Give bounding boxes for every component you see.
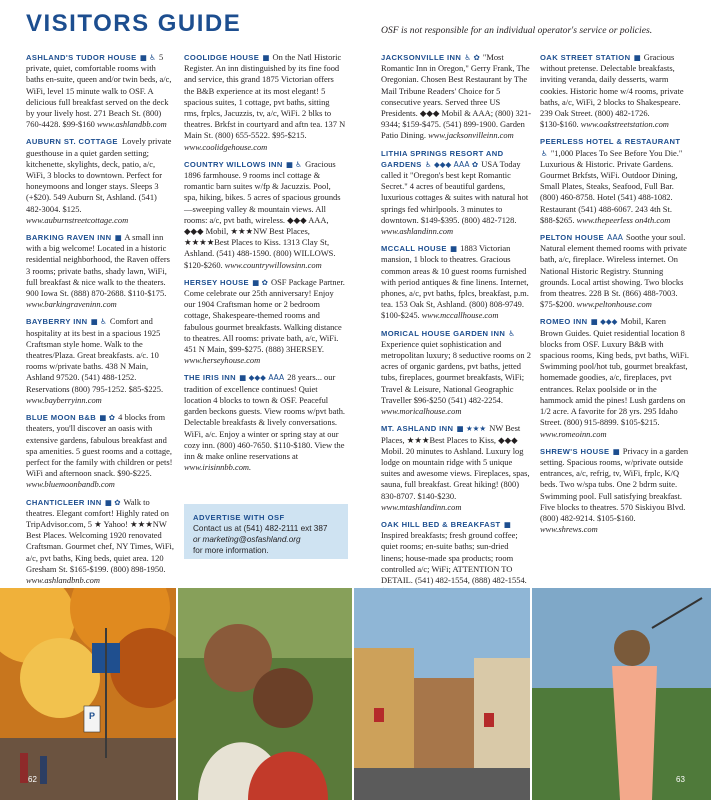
listing-entry bbox=[184, 52, 346, 153]
listing-url[interactable]: www.mccallhouse.com bbox=[421, 310, 499, 321]
amenity-icons: ■ ♿ bbox=[90, 317, 107, 327]
amenity-icons: ♿ bbox=[508, 328, 516, 338]
listing-url[interactable]: www.irisinnbb.com. bbox=[184, 462, 252, 473]
advertise-box bbox=[184, 504, 348, 559]
listing-url[interactable]: www.oakstreetstation.com bbox=[580, 119, 669, 130]
amenity-icons: ■ ✿ bbox=[99, 413, 116, 423]
listing-description: 1883 Victorian mansion, 1 block to theatres. Gracious common areas & 10 guest rooms furnished with period antiques & fine linens. Internet, phones, a/c, pvt baths, fplcs, breakfast, p.m. tea. 153 Oak St, Ashland. (800) 808-9749. $100-$245. bbox=[381, 243, 529, 321]
listing-url[interactable]: www.auburnstreetcottage.com bbox=[26, 214, 129, 225]
listing-description: Gracious without pretense. Delectable breakfasts, inviting veranda, daily desserts, warm cookies. Historic home w/4 rooms, private baths, a/c, WiFi, 2 blocks to Shakespeare. 239 Oak Street. (800) 482-1726. $130-$160. bbox=[540, 52, 684, 130]
listing-column-4 bbox=[540, 52, 690, 541]
listing-url[interactable]: www.barkingraveninn.com bbox=[26, 299, 117, 310]
listing-description: 4 blocks from theaters, you'll discover an oasis with extensive gardens, fabulous breakfast and spa amenities. 5 guest rooms and a cottage, perfect for the family with children or pets! WiFi and afternoon snack. $90-$225. bbox=[26, 412, 173, 479]
listing-entry bbox=[540, 52, 690, 130]
listing-name: ROMEO INN bbox=[540, 317, 588, 327]
listing-description: OSF Package Partner. Come celebrate our 25th anniversary! Enjoy our 1904 Craftsman home or 2 bedroom cottage, Shakespeare-themed rooms and fabulous gourmet breakfasts. Walking distance to theatres. All rooms: private bath, a/c, WiFi. 451 N Main, $99-$275. (888) 3HERSEY. bbox=[184, 276, 345, 355]
listing-description: NW Best Places, ★★★Best Places to Kiss, ◆◆◆ Mobil. 20 minutes to Ashland. Luxury log lodge on mountain ridge with 5 unique suites and awesome views. Fireplaces, spas, sauna, full breakfast. Great hiking! (800) 830-8707. $140-$230. bbox=[381, 423, 530, 501]
listing-entry bbox=[540, 232, 690, 310]
listing-entry bbox=[26, 136, 174, 226]
listing-name: MCCALL HOUSE bbox=[381, 244, 447, 254]
listing-name: OAK HILL BED & BREAKFAST bbox=[381, 519, 501, 529]
listing-entry bbox=[540, 446, 690, 536]
listing-name: ASHLAND'S TUDOR HOUSE bbox=[26, 53, 137, 62]
listing-column-1 bbox=[26, 52, 174, 592]
amenity-icons: AAA bbox=[607, 233, 623, 243]
listing-entry bbox=[26, 412, 174, 490]
listing-entry bbox=[540, 136, 690, 226]
listing-entry bbox=[26, 232, 174, 310]
amenity-icons: ■ bbox=[503, 519, 511, 529]
listing-name: THE IRIS INN bbox=[184, 373, 237, 383]
amenity-icons: ■ ◆◆◆ AAA bbox=[239, 373, 285, 383]
listing-name: MT. ASHLAND INN bbox=[381, 424, 454, 434]
listing-column-2 bbox=[184, 52, 346, 479]
listing-description: On the Natl Historic Register. An inn distinguished by its fine food and service, this grand 1875 Victorian offers the B&B experience at its most elegant! 5 spacious suites, 1 cottage, pvt baths, sitting rms, frplcs, Jacuzzis, tv, a/c, WiFi. 2 blks to theatres. Brkfst in courtyard and aftn tea. 137 N Main St. (800) 655-5522. $95-$215. bbox=[184, 52, 346, 141]
listing-description: Gracious 1896 farmhouse. 9 rooms incl cottage & romantic barn suites w/fp & Jacuzzis. Pool, spa, hiking, bikes. 5 acres of spacious grounds—sweeping valley & mountain views. All rooms: a/c, pvt bath, wireless. ◆◆◆ AAA, ◆◆◆ Mobil, ★★★NW Best Places, ★★★★Best Places to Kiss. 1313 Clay St, Ashland. (541) 488-1590. (800) WILLOWS. $120-$260. bbox=[184, 158, 341, 270]
listing-entry bbox=[26, 497, 174, 587]
listing-url[interactable]: www.ashlandbnb.com bbox=[26, 574, 100, 585]
amenity-icons: ■ ★★★ bbox=[456, 424, 487, 434]
listing-description: Mobil, Karen Brown Guides. Quiet residential location 8 blocks from OSF. Luxury B&B with spacious rooms, King beds, pvt baths, WiFi. Swimming pool/hot tub, gourmet breakfast, homemade goodies, a/c, fireplaces, pvt entrances. Relax poolside or in the hammock amid the pines! Lush gardens on 1/2 acre. A favorite for 28 yrs. 295 Idaho Street. (800) 915-8899. $105-$215. bbox=[540, 316, 690, 428]
page-number-right: 63 bbox=[676, 775, 685, 784]
listing-entry bbox=[184, 159, 346, 271]
listing-description: "Most Romantic Inn in Oregon," Gerry Frank, The Oregonian. Chosen Best Restaurant by The Mail Tribune Readers' Choice for 5 consecutive years. Served three US Presidents. ◆◆◆ Mobil & AAA; (800) 321-9344; $159-$475. (541) 899-1900. Garden Patio Dining. bbox=[381, 52, 532, 141]
listing-name: JACKSONVILLE INN bbox=[381, 53, 462, 62]
parking-sign: P bbox=[88, 711, 96, 721]
listing-name: AUBURN ST. COTTAGE bbox=[26, 137, 118, 147]
photo-golfer bbox=[532, 588, 711, 800]
listing-description: A small inn with a big welcome! Located in a historic residential neighborhood, the Raven offers 3 rooms; private baths, shady lawn, WiFi, full breakfast & nice walk to the theaters. 900 Iowa St. (888) 870-2688. $110-$175. bbox=[26, 232, 170, 299]
listing-name: COOLIDGE HOUSE bbox=[184, 53, 260, 62]
listing-description: Inspired breakfasts; fresh ground coffee; quiet rooms; en-suite baths; sun-dried linens; house-made spa products; room controlled a/c; WiFi; ATTENTION TO DETAIL. (541) 482-1554, (888) 482-1554. bbox=[381, 530, 527, 585]
amenity-icons: ♿ bbox=[541, 148, 548, 158]
listing-description: "1,000 Places To See Before You Die." Luxurious & Historic. Private Gardens. Gourmet Brkfsts, WiFi. Outdoor Dining, Small Plates, Steaks, Seafood, Full Bar. (800) 460-8758. Hotel (541) 488-1082. Restaurant (541) 488-6067. 243 4th St. $88-$265. bbox=[540, 147, 683, 225]
listing-name: BARKING RAVEN INN bbox=[26, 233, 112, 243]
listing-url[interactable]: www.jacksonvilleinn.com bbox=[428, 130, 514, 141]
listing-name: BLUE MOON B&B bbox=[26, 413, 97, 423]
listing-description: USA Today called it "Oregon's best kept Romantic Secret." 4 acres of beautiful gardens, luxurious cottages & suites with natural hot springs fed whirlpools. 3 minutes to downtown. $149-$395. (800) 482-7128. bbox=[381, 158, 529, 225]
listing-description: Lovely private guesthouse in a quiet garden setting; kitchenette, skylights, deck, patio, a/c, WiFi, 3 blocks to downtown. Perfect for honeymoons and longer stays. Sleeps 3 (+$20). 549 Auburn St, Ashland. (541) 482-3004. $125. bbox=[26, 136, 172, 214]
listing-entry bbox=[381, 243, 531, 321]
amenity-icons: ■ bbox=[449, 244, 458, 254]
listing-description: Walk to theatres. Elegant comfort! Highly rated on TripAdvisor.com, 5 ★ Yahoo! ★★★NW Best Places. Welcoming 1920 renovated Craftsman. Gourmet chef, NY Times, WiFi, a/c, pvt baths, King beds, quiet area. 120 Gresham St. $165-$199. (800) 898-1950. bbox=[26, 496, 175, 574]
amenity-icons: ■ ✿ bbox=[252, 277, 268, 287]
listing-description: Comfort and hospitality at its best in a spacious 1925 Craftsman style home. Walk to the theatres/Plaza. Great breakfasts. a/c. 10 rooms w/private baths. 438 N Main, Ashland 97520. (541) 488-1252. Reservations (800) 795-1252. $85-$225. bbox=[26, 316, 164, 394]
listing-entry bbox=[184, 277, 346, 367]
amenity-icons: ■ ♿ bbox=[139, 53, 156, 62]
amenity-icons: ♿ ◆◆◆ AAA ✿ bbox=[424, 159, 479, 169]
amenity-icons: ■ bbox=[262, 53, 270, 62]
listing-url[interactable]: www.mtashlandinn.com bbox=[381, 501, 462, 512]
listing-url[interactable]: www.herseyhouse.com bbox=[184, 355, 261, 366]
listing-url[interactable]: www.coolidgehouse.com bbox=[184, 141, 268, 152]
disclaimer: OSF is not responsible for an individual operator's service or policies. bbox=[381, 25, 653, 36]
amenity-icons: ■ bbox=[633, 53, 641, 62]
listing-entry bbox=[381, 148, 531, 238]
listing-url[interactable]: www.ashlandbb.com bbox=[97, 119, 167, 130]
listing-description: Soothe your soul. Natural element themed rooms with private bath, a/c, fireplace. Wireless internet. On National Historic Registry. Stunning grounds. Local artist showing. Two blocks from theatres. 228 B St. (866) 488-7003. $75-$200. bbox=[540, 232, 687, 310]
listing-name: SHREW'S HOUSE bbox=[540, 446, 610, 456]
listing-entry bbox=[381, 52, 531, 142]
listing-entry bbox=[540, 316, 690, 439]
page-number-left: 62 bbox=[28, 775, 37, 784]
listing-name: HERSEY HOUSE bbox=[184, 277, 250, 287]
listing-url[interactable]: www.countrywillowsinn.com bbox=[224, 259, 322, 270]
advertise-heading: ADVERTISE WITH OSF bbox=[193, 513, 285, 522]
listing-entry bbox=[381, 423, 531, 513]
listing-url[interactable]: www.ashlandinn.com bbox=[381, 226, 454, 237]
listing-name: OAK STREET STATION bbox=[540, 53, 631, 62]
photo-autumn-street bbox=[0, 588, 176, 800]
amenity-icons: ■ ✿ bbox=[104, 497, 121, 507]
listing-url[interactable]: www.romeoinn.com bbox=[540, 428, 607, 439]
listing-entry bbox=[381, 519, 531, 597]
photo-jacksonville-street bbox=[354, 588, 530, 800]
advertise-email[interactable]: or marketing@osfashland.org bbox=[193, 535, 301, 544]
listing-column-3 bbox=[381, 52, 531, 603]
listing-entry bbox=[26, 52, 174, 130]
listing-name: CHANTICLEER INN bbox=[26, 497, 102, 507]
amenity-icons: ■ bbox=[114, 233, 122, 243]
listing-entry bbox=[184, 372, 346, 473]
listing-entry bbox=[26, 316, 174, 406]
listing-name: COUNTRY WILLOWS INN bbox=[184, 159, 283, 169]
listing-description: 28 years... our tradition of excellence continues! Quiet location 4 blocks to town & OSF. Peaceful garden beckons guests. View rooms w/pvt bath. Delectable breakfasts & lively conversations. WiFi, a/c. Enjoy a winter or spring stay at our cozy inn. (800) 460-7650. $110-$180. View the inn & make online reservations at bbox=[184, 372, 346, 461]
listing-name: PELTON HOUSE bbox=[540, 233, 605, 243]
listing-url[interactable]: www.bayberryinn.com bbox=[26, 394, 102, 405]
listing-url[interactable]: www.thepeerless on4th.com bbox=[576, 214, 671, 225]
listing-description: 5 private, quiet, comfortable rooms with baths en-suite, queen and/or twin beds, a/c, WiFi, level 15 minute walk to OSF. A delicious full breakfast served on the deck by your lively host. 271 Beach St. (800) 760-4428. $99-$160 bbox=[26, 52, 172, 130]
advertise-more: for more information. bbox=[193, 546, 269, 555]
photo-couple-laughing bbox=[178, 588, 352, 800]
listing-name: BAYBERRY INN bbox=[26, 317, 88, 327]
listing-entry bbox=[381, 328, 531, 418]
listing-name: LITHIA SPRINGS RESORT AND GARDENS bbox=[381, 148, 504, 169]
listing-description: Privacy in a garden setting. Spacious rooms, w/private outside entrances, a/c, refrig, tv, WiFi, frplc, K/Q beds. Two w/spa tubs. One 2 bdrm suite. Swimming pool. Full satisfying breakfast. Five blocks to theatres. 570 Siskiyou Blvd. (800) 482-9214. $105-$160. bbox=[540, 445, 689, 523]
amenity-icons: ■ ◆◆◆ bbox=[590, 317, 618, 327]
listing-url[interactable]: www.shrews.com bbox=[540, 524, 598, 535]
listing-url[interactable]: www.bluemoonbandb.com bbox=[26, 479, 115, 490]
amenity-icons: ■ bbox=[612, 446, 620, 456]
listing-name: MORICAL HOUSE GARDEN INN bbox=[381, 328, 506, 338]
listing-url[interactable]: www.moricalhouse.com bbox=[381, 406, 462, 417]
listing-name: PEERLESS HOTEL & RESTAURANT bbox=[540, 137, 681, 147]
amenity-icons: ■ ♿ bbox=[285, 159, 303, 169]
page-title: VISITORS GUIDE bbox=[26, 10, 242, 37]
advertise-contact: Contact us at (541) 482-2111 ext 387 bbox=[193, 524, 328, 533]
amenity-icons: ♿ ✿ bbox=[464, 53, 480, 62]
listing-description: Experience quiet sophistication and metropolitan luxury; 8 seductive rooms on 2 acres of organic gardens, pvt baths, jetted tubs, fireplaces, gourmet breakfasts, WiFi; Travel & Leisure, National Geographic Traveller $96-$250 (541) 482-2254. bbox=[381, 338, 531, 405]
listing-url[interactable]: www.peltonhouse.com bbox=[576, 299, 652, 310]
